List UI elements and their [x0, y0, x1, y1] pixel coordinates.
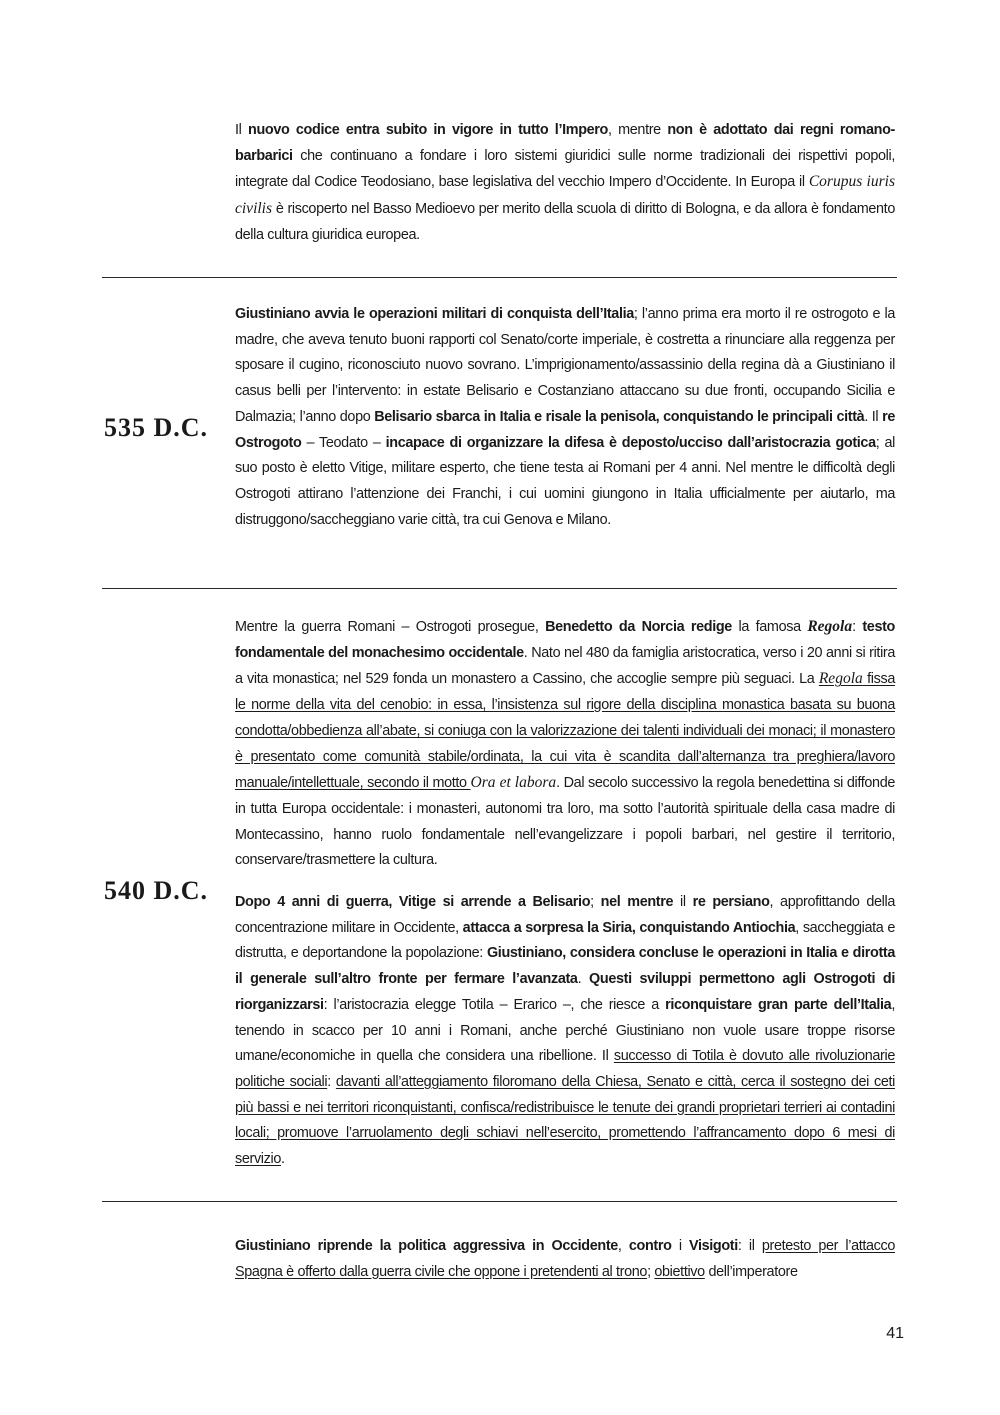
paragraph-visigoti	[235, 1234, 895, 1285]
bold-span: riconquistare gran parte dell’Italia	[665, 996, 892, 1013]
italic-title: Regola	[807, 618, 853, 635]
bold-span: Dopo 4 anni di guerra, Vitige si arrende a Belisario	[235, 894, 591, 910]
paragraph-corpus-iuris	[235, 118, 895, 249]
text-span: dell’imperatore	[704, 1263, 798, 1280]
text-span: la famosa	[731, 619, 808, 635]
bold-span: Visigoti	[688, 1238, 738, 1254]
section-divider	[102, 1201, 897, 1202]
text-span: : il	[737, 1238, 762, 1254]
text-span: ;	[647, 1263, 655, 1280]
text-span: ;	[590, 894, 601, 910]
underlined-span: successo di Totila è dovuto alle rivoluzionarie politiche sociali	[235, 1048, 895, 1090]
text-span: che continuano a fondare i loro sistemi giuridici sulle norme tradizionali dei rispettivi popoli, integrate dal Codice Teodosiano, base legislativa del vecchio Impero d’Occidente. In Europa il	[235, 147, 895, 191]
bold-span: Benedetto da Norcia redige	[545, 619, 732, 635]
text-span: , saccheggiata e distrutta, e deportandone la popolazione:	[235, 919, 895, 962]
bold-span: Questi sviluppi permettono agli Ostrogoti di riorganizzarsi	[235, 971, 895, 1013]
page-number: 41	[886, 1325, 904, 1342]
bold-span: Giustiniano avvia le operazioni militari di conquista dell’Italia	[235, 306, 634, 322]
text-span: il	[673, 894, 693, 910]
paragraph-540-benedetto	[235, 614, 895, 874]
underlined-span: obiettivo	[654, 1263, 705, 1280]
paragraph-535	[235, 302, 895, 533]
bold-span: non è adottato dai regni romano-barbarici	[235, 122, 895, 164]
date-label-540: 540 D.C.	[104, 876, 209, 905]
bold-span: contro	[628, 1238, 672, 1254]
italic-title: Regola	[818, 670, 863, 688]
text-span: è riscoperto nel Basso Medioevo per merito della scuola di diritto di Bologna, e da allora è fondamento della cultura giuridica europea.	[235, 201, 895, 243]
bold-span: Giustiniano riprende la politica aggressiva in Occidente	[235, 1238, 618, 1254]
text-span: , tenendo in scacco per 10 anni i Romani, anche perché Giustiniano non vuole usare troppe risorse umane/economiche in quella che considera una ribellione. Il	[235, 996, 895, 1065]
text-span: i	[671, 1238, 689, 1254]
text-span: ; al suo posto è eletto Vitige, militare esperto, che tiene testa ai Romani per 4 anni. Nel mentre le difficoltà degli Ostrogoti attirano l’attenzione dei Franchi, i cui uomini giungono in Italia ufficialmente per aiutarlo, ma distruggono/saccheggiano varie città, tra cui Genova e Milano.	[235, 434, 895, 528]
underlined-span: pretesto per l’attacco Spagna è offerto dalla guerra civile che oppone i pretendenti al trono	[235, 1238, 896, 1280]
paragraph-540-totila	[235, 890, 895, 1173]
bold-span: attacca a sorpresa la Siria, conquistando Antiochia	[462, 919, 796, 936]
bold-span: nuovo codice entra subito in vigore in tutto l’Impero	[248, 122, 608, 138]
text-span: , mentre	[607, 122, 668, 138]
bold-span: incapace di organizzare la difesa è deposto/ucciso dall’aristocrazia gotica	[385, 434, 876, 451]
underlined-span: davanti all’atteggiamento filoromano della Chiesa, Senato e città, cerca il sostegno dei ceti più bassi e nei territori riconquistanti, confisca/redistribuisce le tenute dei grandi proprietari terrieri ai contadini locali; promuove l’arruolamento degli schiavi nell’esercito, promettendo l’affrancamento dopo 6 mesi di servizio	[235, 1073, 895, 1168]
bold-span: re persiano	[692, 894, 770, 910]
text-span: :	[852, 619, 863, 635]
text-span: . Nato nel 480 da famiglia aristocratica, verso i 20 anni si ritira a vita monastica; nel 529 fonda un monastero a Cassino, che accoglie sempre più seguaci. La	[235, 644, 896, 688]
bold-span: Giustiniano, considera concluse le operazioni in Italia e dirotta il generale sull’altro fronte per fermare l’avanzata	[235, 945, 895, 988]
text-span: ; l’anno prima era morto il re ostrogoto e la madre, che aveva tenuto buoni rapporti col Senato/corte imperiale, è costretta a rinunciare alla reggenza per sposare il cugino, riconosciuto nuovo sovrano. L’imprigionamento/assassinio della regina dà a Giustiniano il casus belli per l’intervento: in estate Belisario e Costanziano attaccano su due fronti, occupando Sicilia e Dalmazia; l’anno dopo	[235, 306, 895, 425]
italic-motto: Ora et labora	[470, 774, 557, 792]
date-label-535: 535 D.C.	[104, 413, 209, 442]
text-span: . Dal secolo successivo la regola benedettina si diffonde in tutta Europa occidentale: i monasteri, autonomi tra loro, ma sotto l’autorità spirituale della casa madre di Montecassino, hanno ruolo fondamentale nell’evangelizzare i popoli barbari, nel gestire il territorio, conservare/trasmettere la cultura.	[235, 775, 896, 869]
text-span: Il	[235, 122, 248, 138]
text-span: .	[280, 1151, 285, 1168]
text-span: Mentre la guerra Romani – Ostrogoti prosegue,	[235, 619, 546, 635]
text-span: :	[327, 1073, 336, 1090]
underlined-span: fissa le norme della vita del cenobio: in essa, l’insistenza sul rigore della disciplina monastica basata su buona condotta/obbedienza all’abate, si coniuga con la valorizzazione dei talenti individuali dei monaci; il monastero è presentato come comunità stabile/ordinata, la cui vita è scandita dall’alternanza tra preghiera/lavoro manuale/intellettuale, secondo il motto	[235, 671, 895, 792]
bold-span: testo fondamentale del monachesimo occidentale	[235, 619, 895, 661]
text-span: .	[577, 971, 590, 988]
bold-span: re Ostrogoto	[235, 408, 895, 451]
text-span: ,	[617, 1238, 629, 1254]
section-divider	[102, 588, 897, 589]
bold-span: Belisario sbarca in Italia e risale la penisola, conquistando le principali città	[374, 408, 865, 425]
bold-span: nel mentre	[600, 894, 674, 910]
text-span: : l’aristocrazia elegge Totila – Erarico –, che riesce a	[323, 996, 666, 1013]
text-span: . Il	[864, 408, 883, 425]
italic-title: Corupus iuris civilis	[235, 173, 895, 218]
text-span: – Teodato –	[301, 434, 386, 451]
section-divider	[102, 277, 897, 278]
text-span: , approfittando della concentrazione militare in Occidente,	[235, 894, 896, 936]
